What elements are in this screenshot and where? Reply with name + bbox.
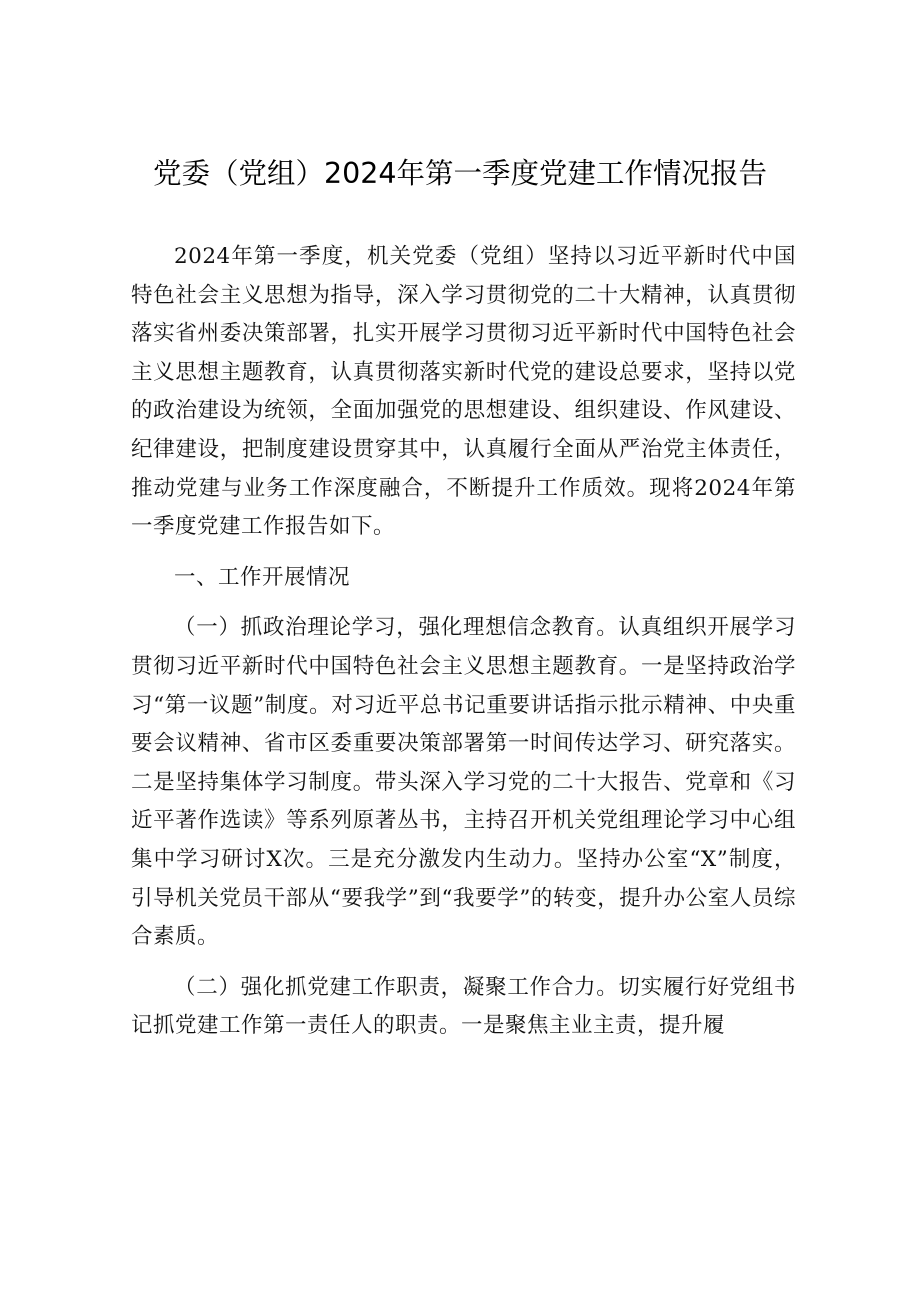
subsection-paragraph-1: （一）抓政治理论学习，强化理想信念教育。认真组织开展学习贯彻习近平新时代中国特色社会主义思想主题教育。一是坚持政治学习“第一议题”制度。对习近平总书记重要讲话指示批示精神、中央重要会议精神、省市区委重要决策部署第一时间传达学习、研究落实。二是坚持集体学习制度。带头深入学习党的二十大报告、党章和《习近平著作选读》等系列原著丛书，主持召开机关党组理论学习中心组集中学习研讨X次。三是充分激发内生动力。坚持办公室“X”制度，引导机关党员干部从“要我学”到“我要学”的转变，提升办公室人员综合素质。 bbox=[131, 615, 796, 950]
section-heading: 一、工作开展情况 bbox=[174, 564, 351, 590]
subsection-paragraph-2: （二）强化抓党建工作职责，凝聚工作合力。切实履行好党组书记抓党建工作第一责任人的职责。一是聚焦主业主责，提升履 bbox=[131, 974, 796, 1039]
document-body bbox=[131, 238, 796, 1046]
intro-paragraph: 2024年第一季度，机关党委（党组）坚持以习近平新时代中国特色社会主义思想为指导，深入学习贯彻党的二十大精神，认真贯彻落实省州委决策部署，扎实开展学习贯彻习近平新时代中国特色社会主义思想主题教育，认真贯彻落实新时代党的建设总要求，坚持以党的政治建设为统领，全面加强党的思想建设、组织建设、作风建设、纪律建设，把制度建设贯穿其中，认真履行全面从严治党主体责任，推动党建与业务工作深度融合，不断提升工作质效。现将2024年第一季度党建工作报告如下。 bbox=[131, 244, 796, 540]
document-title: 党委（党组）2024年第一季度党建工作情况报告 bbox=[152, 157, 768, 190]
